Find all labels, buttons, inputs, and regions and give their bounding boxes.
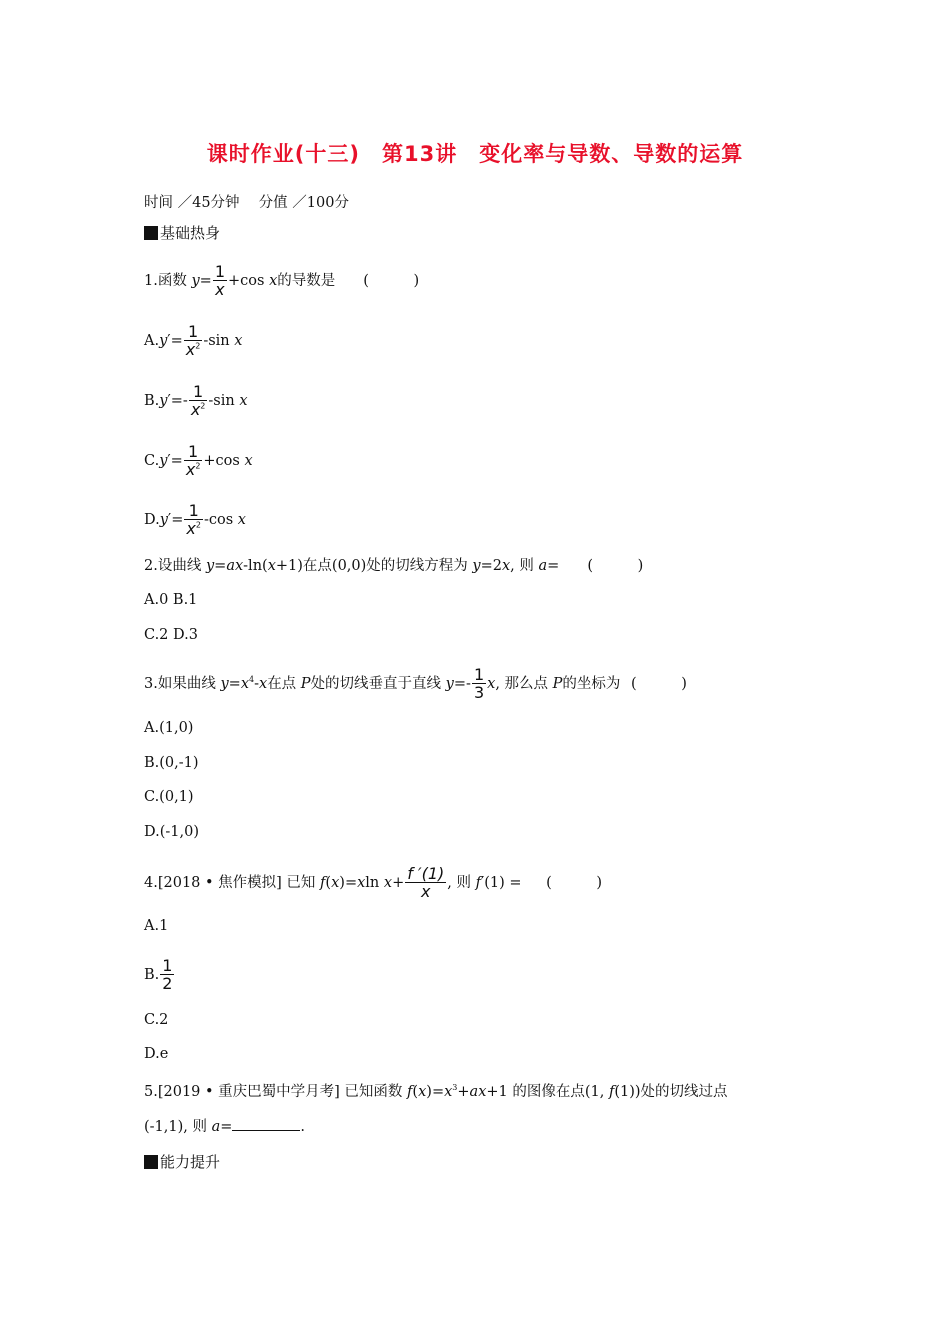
q3-option-a: A.(1,0) [144, 720, 194, 736]
q1-option-a: A.y′= $\frac{1}{x^2}$ -sin x [144, 322, 243, 359]
question-5: 5.[2019 • 重庆巴蜀中学月考] 已知函数 $f(x)=x^3+ax+1$ 的图像在点(1, f(1))处的切线过点 [144, 1083, 728, 1100]
q4-option-d: D.e [144, 1046, 169, 1062]
section-marker-icon [144, 1155, 158, 1169]
q2-options-cd: C.2 D.3 [144, 627, 198, 643]
section-advanced-label: 能力提升 [160, 1153, 221, 1171]
question-1: 1.函数 y= $\frac{1}{x}$ +cos x的导数是 ( ) [144, 262, 440, 299]
section-basic [144, 222, 220, 243]
q3-option-d: D.(-1,0) [144, 824, 199, 840]
question-5-line-2: (-1,1), 则 a= . [144, 1116, 305, 1137]
time-score-info: 时间 ／45分钟 分值 ／100分 [144, 195, 349, 211]
question-2: 2.设曲线 y=ax-ln(x+1)在点(0,0)处的切线方程为 y=2x, 则 a= ( ) [144, 558, 664, 574]
q4-option-c: C.2 [144, 1012, 169, 1028]
question-4: 4.[2018 • 焦作模拟] 已知 f(x)=xln x+ $\frac{f '(1)}{x}$ , 则 f′(1) = ( ) [144, 864, 623, 901]
fraction: $\frac{1}{x}$ [214, 262, 225, 299]
section-marker-icon [144, 226, 158, 240]
q4-option-a: A.1 [144, 918, 169, 934]
section-basic-label: 基础热身 [160, 224, 221, 242]
answer-blank[interactable] [232, 1116, 300, 1131]
page-title: 课时作业(十三) 第13讲 变化率与导数、导数的运算 [206, 142, 744, 166]
q3-option-c: C.(0,1) [144, 789, 194, 805]
q1-option-b: B.y′=- $\frac{1}{x^2}$ -sin x [144, 382, 248, 419]
question-3: 3.如果曲线 $y=x^4-x$在点 P处的切线垂直于直线 y=- $\frac{1}{3}$ x, 那么点 P的坐标为 ( ) [144, 665, 707, 702]
q1-option-c: C.y′= $\frac{1}{x^2}$ +cos x [144, 442, 253, 479]
q2-options-ab: A.0 B.1 [144, 592, 198, 608]
q1-option-d: D.y′= $\frac{1}{x^2}$ -cos x [144, 501, 246, 538]
section-advanced [144, 1151, 220, 1172]
q4-option-b: B. $\frac{1}{2}$ [144, 956, 173, 993]
q3-option-b: B.(0,-1) [144, 755, 199, 771]
